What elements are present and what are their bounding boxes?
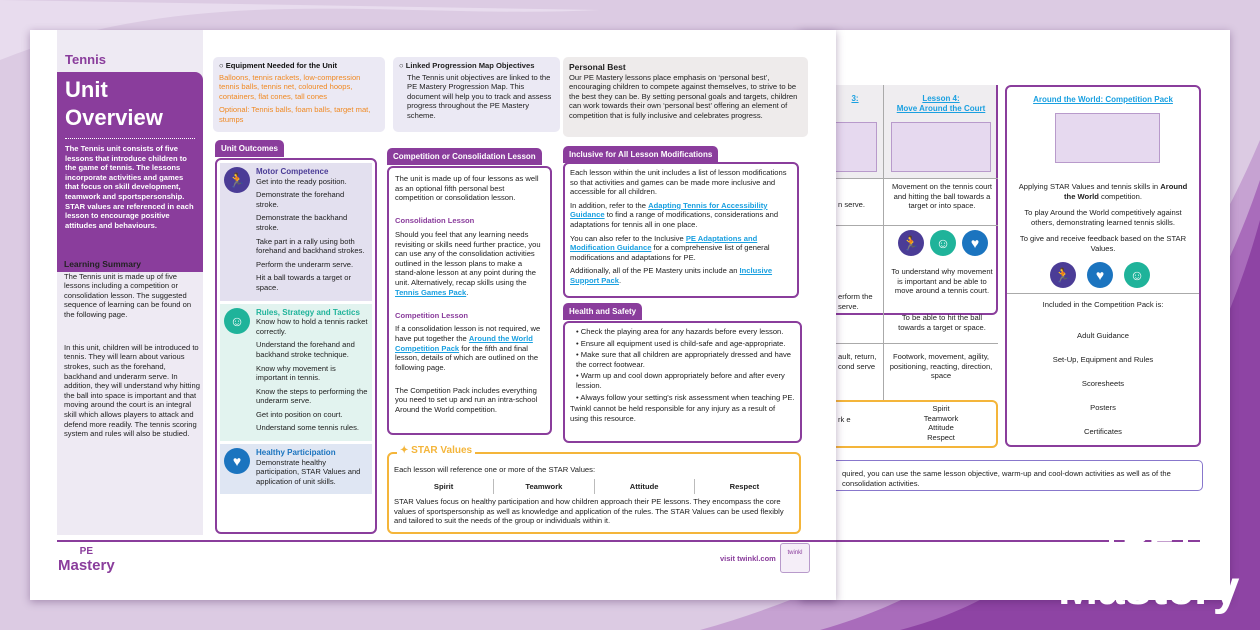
lesson-4-link[interactable]	[886, 94, 996, 113]
outcome-item: Hit a ball towards a target or space.	[256, 273, 351, 292]
pack-included-heading: Included in the Competition Pack is:	[1042, 300, 1164, 309]
equipment-optional: Optional: Tennis balls, foam balls, target mat, stumps	[219, 105, 371, 124]
equipment-list: Balloons, tennis rackets, low-compression tennis balls, tennis net, coloured hoops, containers, flat cones, tall cones	[219, 72, 361, 101]
motor-competence-icon: 🏃	[224, 167, 250, 193]
outcome-item: Demonstrate the forehand stroke.	[256, 190, 345, 209]
consolidation-text: Should you feel that any learning needs revisiting or skills need further practice, you can use any of the consolidation activities outlined in the lesson plans to make a stand-alone lesson at any point during the unit. Alternatively, recap skills using the	[395, 229, 541, 287]
punct: .	[466, 287, 469, 297]
equipment-box: ○ Equipment Needed for the Unit Balloons, tennis rackets, low-compression tennis balls, tennis net, coloured hoops, containers, flat cones, tall cones Optional: Tennis balls, foam balls, target mat, stumps	[213, 57, 385, 132]
outcome-item: Get into position on court.	[256, 409, 343, 419]
motor-competence-icon: 🏃	[1050, 262, 1076, 288]
brand-logo-mastery: Mastery	[1058, 562, 1240, 615]
competition-pack-link[interactable]: Around the World: Competition Pack	[1033, 95, 1173, 104]
title-line-1: Unit	[65, 77, 108, 102]
lesson-4-icons	[898, 230, 988, 256]
inclusive-tab: Inclusive for All Lesson Modifications	[563, 146, 718, 163]
unit-outcomes-tab: Unit Outcomes	[215, 140, 284, 157]
learning-summary-p1: The Tennis unit is made up of five lessons including a competition or consolidation lesson. The suggested sequence of learning can be found on the following page.	[64, 271, 192, 319]
star-value: Respect	[927, 432, 955, 442]
outcome-item: Demonstrate healthy participation, STAR Values and application of unit skills.	[256, 457, 361, 486]
competition-pack-thumbnail[interactable]	[1055, 113, 1160, 163]
outcome-item: Know the steps to performing the underarm serve.	[256, 386, 368, 406]
star-icon: ✦	[400, 445, 409, 456]
star-value: Attitude	[928, 423, 954, 433]
safety-item: • Warm up and cool down appropriately before and after every lession.	[576, 371, 785, 390]
outcome-group	[220, 444, 372, 494]
star-intro: Each lesson will reference one or more of the STAR Values:	[394, 465, 596, 474]
outcome-item: Know why movement is important in tennis.	[256, 363, 336, 383]
learning-summary-p2: In this unit, children will be introduced to tennis. They will learn about various strokes, such as the forehand, backhand and underarm serve. In addition, they will understand why hitting the ball into space is important and that moving around the court is an integral skill which allows players to attack and defend more readily. The tennis scoring system and rules will also be studied.	[64, 342, 200, 439]
pack-item: Posters	[1090, 403, 1116, 412]
inclusive-p3: You can also refer to the Inclusive	[570, 233, 686, 243]
overview-panel	[57, 72, 203, 272]
unit-outcomes-box	[215, 158, 377, 534]
competition-text-end: for the fifth and final lesson, details of which are outlined on the following page.	[395, 343, 539, 372]
pack-item: Scoresheets	[1081, 379, 1125, 388]
consolidation-note: quired, you can use the same lesson objective, warm-up and cool-down activities as well as of the consolidation activities.	[800, 460, 1203, 491]
rules-strategy-icon: ☺	[1124, 262, 1150, 288]
outcome-item: Take part in a rally using both forehand and backhand strokes.	[256, 236, 365, 256]
pack-item: Adult Guidance	[1077, 331, 1129, 340]
lesson-4-vocabulary: Footwork, movement, agility, positioning, reacting, direction, space	[889, 352, 993, 381]
outcome-title: Motor Competence	[256, 167, 329, 176]
personal-best-heading: Personal Best	[569, 62, 626, 72]
brand-logo-pe: PE	[1109, 515, 1188, 565]
rules-strategy-icon: ☺	[930, 230, 956, 256]
safety-item: • Always follow your setting's risk assessment when teaching PE.	[576, 392, 795, 402]
pack-item: Set-Up, Equipment and Rules	[1052, 355, 1154, 364]
star-values-box	[387, 445, 801, 534]
lesson-4-focus: Movement on the tennis court and hitting the ball towards a target or into space.	[891, 182, 993, 211]
unit-subject: Tennis	[65, 52, 106, 67]
health-safety-tab: Health and Safety	[563, 303, 642, 320]
lesson-4-thumbnail[interactable]	[891, 122, 991, 172]
competition-tab: Competition or Consolidation Lesson	[387, 148, 542, 165]
healthy-participation-icon: ♥	[224, 448, 250, 474]
star-values-list	[394, 479, 794, 495]
row3-partial: ault, return, cond serve	[838, 352, 877, 371]
inclusive-p4: Additionally, all of the PE Mastery units include an	[570, 266, 740, 276]
star-value: Attitude	[595, 479, 695, 495]
outcome-list	[256, 308, 368, 438]
star-value: Teamwork	[923, 413, 959, 423]
row2-partial: erform the serve.	[838, 292, 873, 311]
star-text: STAR Values focus on healthy participation and how children approach their PE lessons. They encompass the core values of sportspersonship as well as knowledge and application of the rules. The STAR Values can be used flexibly and tailored to suit the needs of the group or individuals within it.	[394, 497, 784, 526]
rules-strategy-icon: ☺	[224, 308, 250, 334]
motor-competence-icon: 🏃	[898, 230, 924, 256]
pe-mastery-brand-logo	[1058, 515, 1240, 615]
visit-twinkl-link[interactable]: visit twinkl.com	[720, 554, 776, 563]
star-values-heading: STAR Values	[411, 445, 473, 456]
pe-adaptations-link[interactable]: PE Adaptations and Modification Guidance	[570, 233, 758, 253]
title-line-2: Overview	[65, 105, 163, 130]
linked-heading: Linked Progression Map Objectives	[405, 61, 535, 70]
lesson-4-objective-2: To be able to hit the ball towards a target or space.	[898, 313, 986, 332]
pack-item: Certificates	[1084, 427, 1122, 436]
safety-item: • Ensure all equipment used is child-safe and age-appropriate.	[576, 338, 786, 348]
outcome-list	[256, 167, 368, 297]
outcome-title: Rules, Strategy and Tactics	[256, 307, 360, 317]
consolidation-heading: Consolidation Lesson	[395, 216, 475, 226]
inclusive-p1: Each lesson within the unit includes a list of lesson modifications so that activities and games can be made more inclusive and accessible for all children.	[570, 168, 787, 197]
pack-desc-bold: Around the World	[1064, 182, 1188, 201]
outcome-groups	[220, 163, 372, 494]
pack-desc-end: competition.	[1098, 191, 1142, 201]
outcome-group	[220, 304, 372, 442]
inclusive-support-pack-link[interactable]: Inclusive Support Pack	[570, 266, 773, 285]
competition-box	[387, 166, 552, 435]
star-value: Spirit	[932, 404, 950, 413]
safety-item: • Make sure that all children are appropriately dressed and have the correct footwear.	[576, 350, 791, 369]
outcome-item: Know how to hold a tennis racket correctly.	[256, 317, 368, 336]
safety-item: • Check the playing area for any hazards before every lesson.	[576, 327, 784, 336]
pack-icons	[1050, 262, 1150, 288]
row1-partial: n serve.	[838, 200, 866, 209]
health-safety-box	[563, 321, 802, 443]
pe-mastery-logo: PE Mastery	[58, 546, 115, 574]
personal-best-box	[563, 57, 808, 137]
pack-objective-2: To give and receive feedback based on the STAR Values.	[1019, 234, 1187, 253]
equipment-heading: Equipment Needed for the Unit	[225, 61, 338, 70]
around-the-world-link[interactable]: Around the World Competition Pack	[395, 333, 533, 353]
front-page	[30, 30, 836, 600]
star-value: Spirit	[394, 479, 494, 495]
outcome-item: Demonstrate the backhand stroke.	[256, 213, 348, 232]
lesson-4-name: Move Around the Court	[896, 103, 986, 113]
safety-note: Twinkl cannot be held responsible for any injury as a result of using this resource.	[570, 404, 776, 423]
outcome-title: Healthy Participation	[256, 448, 336, 458]
inclusive-p2-end: to find a range of modifications, considerations and adaptations for tennis all in one place.	[570, 210, 779, 229]
pack-objective-1: To play Around the World competitively against others, demonstrating learned tennis skills.	[1024, 208, 1182, 227]
lesson-4-number: Lesson 4:	[922, 94, 960, 103]
outcome-item: Get into the ready position.	[256, 176, 347, 186]
competition-intro: The unit is made up of four lessons as well as an optional fifth personal best competition or consolidation lesson.	[395, 174, 539, 203]
adapting-tennis-link[interactable]: Adapting Tennis for Accessibility Guidance	[570, 200, 768, 220]
competition-heading: Competition Lesson	[395, 310, 468, 320]
inclusive-p2: In addition, refer to the	[570, 200, 649, 210]
tennis-games-pack-link[interactable]: Tennis Games Pack	[395, 287, 467, 297]
pack-desc: Applying STAR Values and tennis skills in	[1018, 182, 1161, 191]
lesson-4-objective-1: To understand why movement is important and be able to move around a tennis court.	[891, 267, 993, 296]
punct: .	[618, 275, 622, 285]
outcome-item: Understand some tennis rules.	[256, 423, 359, 433]
inclusive-box	[563, 162, 799, 298]
star-value: Teamwork	[494, 479, 594, 495]
competition-text: If a consolidation lesson is not required, we have put together the	[395, 324, 541, 343]
lesson-3-link[interactable]: 3:	[851, 94, 859, 103]
outcome-item: Perform the underarm serve.	[256, 259, 354, 269]
personal-best-text: Our PE Mastery lessons place emphasis on ‘personal best’, encouraging children to compete against themselves, to strive to be the best they can be. By setting personal goals and targets, children can work towards their own ‘personal best’ offering an element of competition that is fully inclusive and celebrates progress.	[569, 72, 798, 120]
competition-pack-text: The Competition Pack includes everything you need to set up and run an intra-school Around the World competition.	[395, 385, 538, 415]
outcome-list	[256, 448, 368, 490]
outcome-group	[220, 163, 372, 301]
unit-intro: The Tennis unit consists of five lessons that introduce children to the game of tennis. The lessons incorporate activities and games that focus on skill development, teamwork and sportspersonship. STAR values are referenced in each lesson to encourage positive attitudes and behaviours.	[65, 144, 194, 230]
linked-text: The Tennis unit objectives are linked to the PE Mastery Progression Map. This document will help you to track and assess progress throughout the PE Mastery scheme.	[407, 72, 552, 120]
star-value: Respect	[729, 481, 760, 491]
row4-partial: rk e	[838, 415, 851, 424]
learning-summary-heading: Learning Summary	[64, 259, 141, 269]
healthy-participation-icon: ♥	[962, 230, 988, 256]
healthy-participation-icon: ♥	[1087, 262, 1113, 288]
inclusive-p3-end: for a comprehensive list of general modifications and adaptations for PE.	[570, 243, 770, 262]
outcome-item: Understand the forehand and backhand stroke technique.	[256, 340, 355, 359]
twinkl-badge: twinkl	[780, 543, 810, 573]
linked-objectives-box: ○ Linked Progression Map Objectives The Tennis unit objectives are linked to the PE Mastery Progression Map. This document will help you to track and assess progress throughout the PE Mastery scheme.	[393, 57, 560, 132]
